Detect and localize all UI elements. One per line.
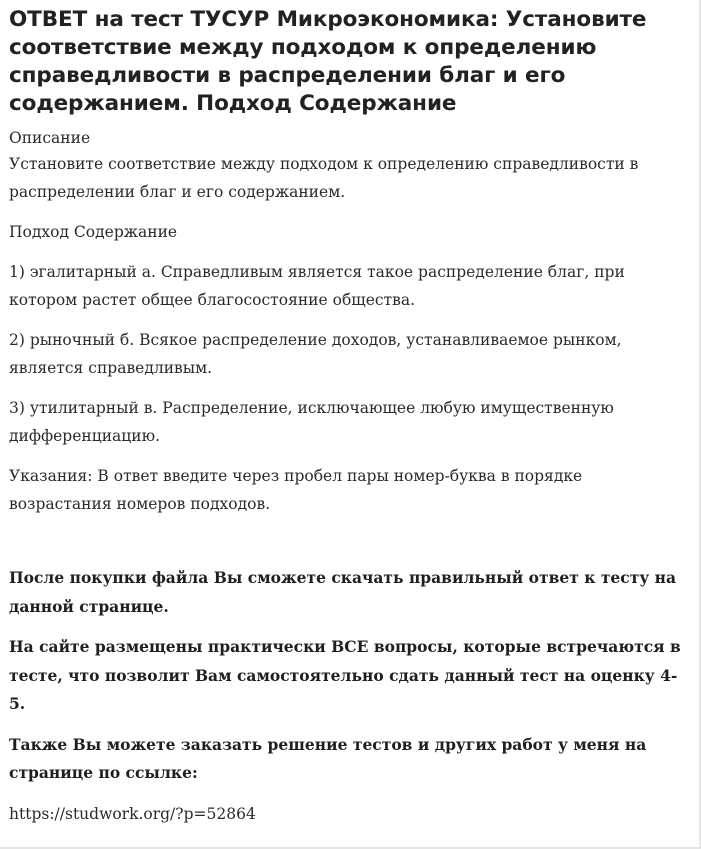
list-item: 2) рыночный б. Всякое распределение доходов, устанавливаемое рынком, является справедливым. [9, 331, 622, 377]
description-instructions: Указания: В ответ введите через пробел пары номер-буква в порядке возрастания номеров подходов. [9, 467, 583, 513]
description-intro: Установите соответствие между подходом к определению справедливости в распределении благ и его содержанием. [9, 155, 639, 201]
studwork-link[interactable]: https://studwork.org/?p=52864 [9, 804, 256, 823]
promo-order-note: Также Вы можете заказать решение тестов и других работ у меня на странице по ссылке: [9, 734, 647, 782]
page-title: ОТВЕТ на тест ТУСУР Микроэкономика: Установите соответствие между подходом к определению справедливости в распределении благ и его содержанием. Подход Содержание [9, 7, 647, 116]
description-header-row: Подход Содержание [9, 223, 178, 241]
promo-purchase-note: После покупки файла Вы сможете скачать правильный ответ к тесту на данной странице. [9, 568, 677, 616]
description-label: Описание [9, 129, 91, 147]
promo-coverage-note: На сайте размещены практически ВСЕ вопросы, которые встречаются в тесте, что позволит Вам самостоятельно сдать данный тест на оценку 4-5. [9, 637, 681, 713]
list-item: 3) утилитарный в. Распределение, исключающее любую имущественную дифференциацию. [9, 399, 614, 445]
list-item: 1) эгалитарный а. Справедливым является такое распределение благ, при котором растет общее благосостояние общества. [9, 263, 625, 309]
spacer [9, 530, 687, 564]
